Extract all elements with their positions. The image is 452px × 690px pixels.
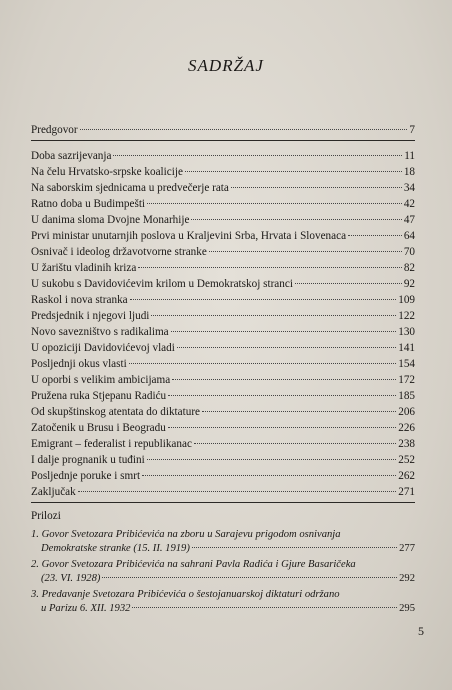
toc-entry xyxy=(31,124,415,139)
toc-entry-page: 92 xyxy=(403,278,415,290)
toc-entry-page: 64 xyxy=(403,230,415,242)
toc-entry-title: Raskol i nova stranka xyxy=(31,294,128,306)
page-number: 5 xyxy=(418,624,424,638)
toc-entry-page: 70 xyxy=(403,246,415,258)
toc-entry xyxy=(31,294,415,309)
toc-entry xyxy=(31,406,415,421)
dot-leader xyxy=(147,458,397,460)
toc-entry-title: Ratno doba u Budimpešti xyxy=(31,198,146,210)
toc-entry xyxy=(31,326,415,341)
dot-leader xyxy=(348,234,402,236)
toc-entry-page: 11 xyxy=(404,150,415,162)
appendix-entry-page: 277 xyxy=(399,543,415,554)
dot-leader xyxy=(138,266,401,268)
toc-entry xyxy=(31,166,415,181)
toc-entry-page: 271 xyxy=(398,486,415,498)
toc-entry-title: Na čelu Hrvatsko-srpske koalicije xyxy=(31,166,183,178)
toc-entry-page: 262 xyxy=(398,470,415,482)
dot-leader xyxy=(168,426,396,428)
toc-entry-title: Od skupštinskog atentata do diktature xyxy=(31,406,201,418)
dot-leader xyxy=(132,607,397,608)
toc-entry-title: Predgovor xyxy=(31,124,78,136)
toc-entry-page: 47 xyxy=(403,214,415,226)
toc-entry-title: U opoziciji Davidovićevoj vladi xyxy=(31,342,175,354)
toc-entry xyxy=(31,454,415,469)
appendix-entry xyxy=(31,528,415,556)
toc-entry-title: Zaključak xyxy=(31,486,76,498)
toc-entry xyxy=(31,198,415,213)
toc-entry-title: Predsjednik i njegovi ljudi xyxy=(31,310,150,322)
appendix-entry-page: 295 xyxy=(399,603,415,614)
toc-entry-page: 122 xyxy=(398,310,415,322)
dot-leader xyxy=(192,547,397,548)
toc-entry-page: 141 xyxy=(398,342,415,354)
toc-entry-title: Novo savezništvo s radikalima xyxy=(31,326,169,338)
toc-entry xyxy=(31,182,415,197)
dot-leader xyxy=(202,410,396,412)
toc-entry-title: Posljednji okus vlasti xyxy=(31,358,127,370)
toc-entry-page: 252 xyxy=(398,454,415,466)
dot-leader xyxy=(168,394,396,396)
dot-leader xyxy=(130,298,397,300)
appendix-entry-subtitle: Demokratske stranke (15. II. 1919) xyxy=(41,543,190,554)
dot-leader xyxy=(191,218,401,220)
table-of-contents xyxy=(31,0,415,690)
toc-entry-title: U danima sloma Dvojne Monarhije xyxy=(31,214,190,226)
toc-entry xyxy=(31,278,415,293)
toc-entry-title: Doba sazrijevanja xyxy=(31,150,112,162)
section-divider xyxy=(31,140,415,141)
appendix-entry-continuation xyxy=(31,542,415,556)
toc-entry xyxy=(31,390,415,405)
appendix-entry-subtitle: u Parizu 6. XII. 1932 xyxy=(41,603,131,614)
page-title: SADRŽAJ xyxy=(188,56,264,75)
dot-leader xyxy=(171,330,397,332)
dot-leader xyxy=(78,490,396,492)
appendix-entry-continuation xyxy=(31,602,415,616)
toc-entry-page: 154 xyxy=(398,358,415,370)
toc-entry xyxy=(31,310,415,325)
toc-entry-title: Zatočenik u Brusu i Beogradu xyxy=(31,422,166,434)
toc-entry xyxy=(31,358,415,373)
dot-leader xyxy=(172,378,396,380)
toc-entry-page: 238 xyxy=(398,438,415,450)
dot-leader xyxy=(129,362,396,364)
appendix-entry xyxy=(31,588,415,616)
appendix-entry-page: 292 xyxy=(399,573,415,584)
appendix-entry-title: 2. Govor Svetozara Pribićevića na sahrani Pavla Radića i Gjure Basaričeka xyxy=(31,559,356,570)
dot-leader xyxy=(194,442,396,444)
toc-entry-page: 18 xyxy=(403,166,415,178)
toc-entry xyxy=(31,246,415,261)
dot-leader xyxy=(102,577,397,578)
toc-entry xyxy=(31,470,415,485)
toc-entry-title: Osnivač i ideolog državotvorne stranke xyxy=(31,246,207,258)
toc-entry-page: 206 xyxy=(398,406,415,418)
dot-leader xyxy=(142,474,396,476)
dot-leader xyxy=(147,202,402,204)
toc-entry-title: Na saborskim sjednicama u predvečerje rata xyxy=(31,182,229,194)
toc-entry-title: U oporbi s velikim ambicijama xyxy=(31,374,171,386)
appendix-heading: Prilozi xyxy=(31,510,61,522)
dot-leader xyxy=(295,282,402,284)
toc-entry-page: 226 xyxy=(398,422,415,434)
toc-entry-title: Prvi ministar unutarnjih poslova u Kraljevini Srba, Hrvata i Slovenaca xyxy=(31,230,347,242)
toc-entry-title: U žarištu vladinih kriza xyxy=(31,262,137,274)
toc-entry-page: 172 xyxy=(398,374,415,386)
toc-entry-page: 109 xyxy=(398,294,415,306)
dot-leader xyxy=(231,186,402,188)
dot-leader xyxy=(177,346,396,348)
toc-entry xyxy=(31,262,415,277)
toc-entry-title: Emigrant – federalist i republikanac xyxy=(31,438,192,450)
dot-leader xyxy=(80,128,408,130)
dot-leader xyxy=(113,154,402,156)
toc-entry xyxy=(31,422,415,437)
appendix-entry xyxy=(31,558,415,586)
dot-leader xyxy=(185,170,402,172)
appendix-entry-continuation xyxy=(31,572,415,586)
dot-leader xyxy=(209,250,402,252)
dot-leader xyxy=(151,314,396,316)
toc-entry-page: 82 xyxy=(403,262,415,274)
toc-entry xyxy=(31,230,415,245)
toc-entry xyxy=(31,374,415,389)
toc-entry xyxy=(31,214,415,229)
toc-entry xyxy=(31,438,415,453)
toc-entry-page: 130 xyxy=(398,326,415,338)
appendix-entry-subtitle: (23. VI. 1928) xyxy=(41,573,101,584)
appendix-entry-title: 3. Predavanje Svetozara Pribićevića o šestojanuarskoj diktaturi održano xyxy=(31,589,340,600)
toc-entry-page: 34 xyxy=(403,182,415,194)
toc-entry-page: 7 xyxy=(409,124,415,136)
toc-entry xyxy=(31,486,415,501)
appendix-entry-title: 1. Govor Svetozara Pribićevića na zboru u Sarajevu prigodom osnivanja xyxy=(31,529,341,540)
section-divider xyxy=(31,502,415,503)
toc-entry-page: 42 xyxy=(403,198,415,210)
toc-entry-title: Pružena ruka Stjepanu Radiću xyxy=(31,390,167,402)
toc-entry xyxy=(31,150,415,165)
toc-entry xyxy=(31,342,415,357)
toc-entry-page: 185 xyxy=(398,390,415,402)
toc-entry-title: Posljednje poruke i smrt xyxy=(31,470,141,482)
toc-entry-title: U sukobu s Davidovićevim krilom u Demokratskoj stranci xyxy=(31,278,293,290)
toc-entry-title: I dalje prognanik u tuđini xyxy=(31,454,145,466)
